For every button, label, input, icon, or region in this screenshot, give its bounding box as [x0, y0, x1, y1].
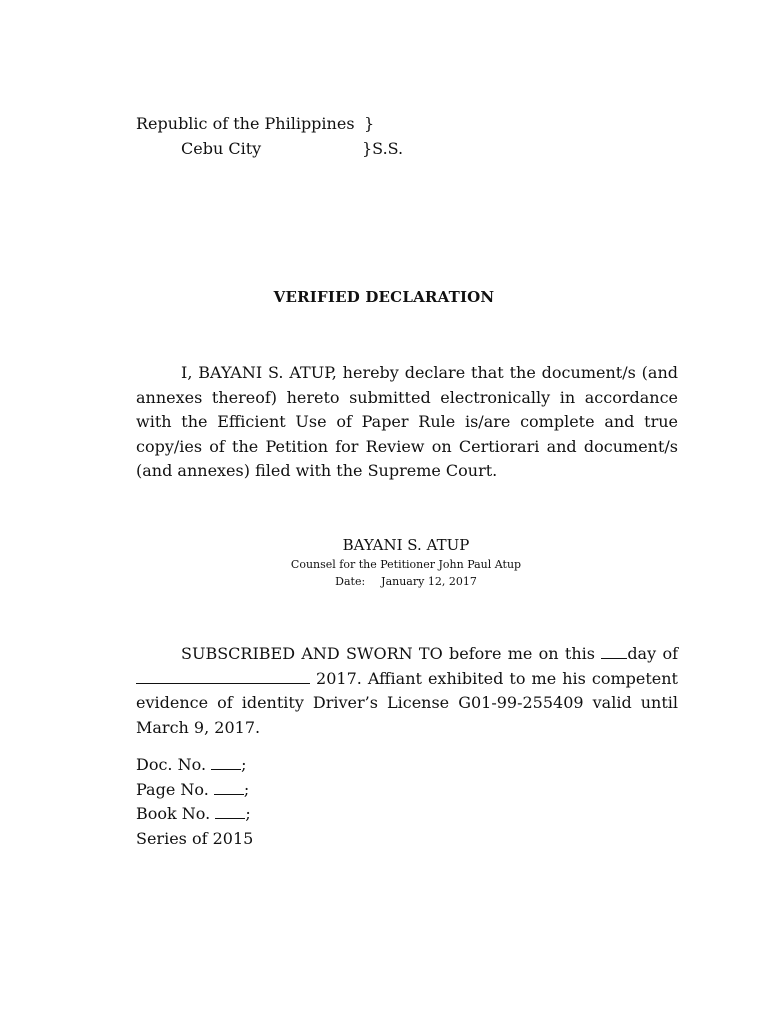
date-label: Date: [335, 575, 366, 588]
jurat-paragraph [136, 642, 678, 740]
venue-city: Cebu City [181, 139, 262, 158]
signatory-role: Counsel for the Petitioner John Paul Atup [290, 558, 522, 571]
doc-no-line [136, 753, 253, 778]
document-title: VERIFIED DECLARATION [273, 288, 495, 306]
series-line: Series of 2015 [136, 828, 254, 848]
jurat-text-2: day of [627, 644, 678, 663]
jurat-text-1: SUBSCRIBED AND SWORN TO before me on this [181, 644, 595, 663]
book-no-line [136, 802, 253, 827]
doc-no-label: Doc. No. [136, 755, 207, 774]
page-no-terminator: ; [243, 779, 250, 799]
doc-no-blank [211, 757, 241, 770]
book-no-label: Book No. [136, 804, 211, 823]
page-no-line [136, 778, 253, 803]
venue-city-brace: }S.S. [362, 139, 404, 158]
page-no-label: Page No. [136, 779, 209, 799]
signature-date [0, 575, 768, 588]
page-no-blank [214, 782, 244, 795]
doc-no-terminator: ; [241, 755, 247, 774]
month-blank [136, 671, 310, 684]
book-no-blank [215, 806, 245, 819]
notarial-register [136, 753, 253, 851]
declaration-paragraph [136, 361, 678, 484]
date-value: January 12, 2017 [381, 575, 477, 588]
book-no-terminator: ; [245, 804, 251, 823]
venue-country: Republic of the Philippines [136, 114, 355, 133]
day-blank [601, 646, 627, 659]
declaration-text: I, BAYANI S. ATUP, hereby declare that the document/s (and annexes thereof) hereto submitted electronically in accordance with the Efficient Use of Paper Rule is/are complete and true copy/ies of the Petition for Review on Certiorari and document/s (and annexes) filed with the Supreme Court. [136, 363, 678, 480]
jurat-text-3: 2017. Affiant exhibited to me his competent evidence of identity Driver’s License G01-99-255409 valid until March 9, 2017. [136, 668, 678, 737]
signatory-name: BAYANI S. ATUP [342, 536, 470, 554]
venue-country-brace: } [364, 114, 375, 133]
